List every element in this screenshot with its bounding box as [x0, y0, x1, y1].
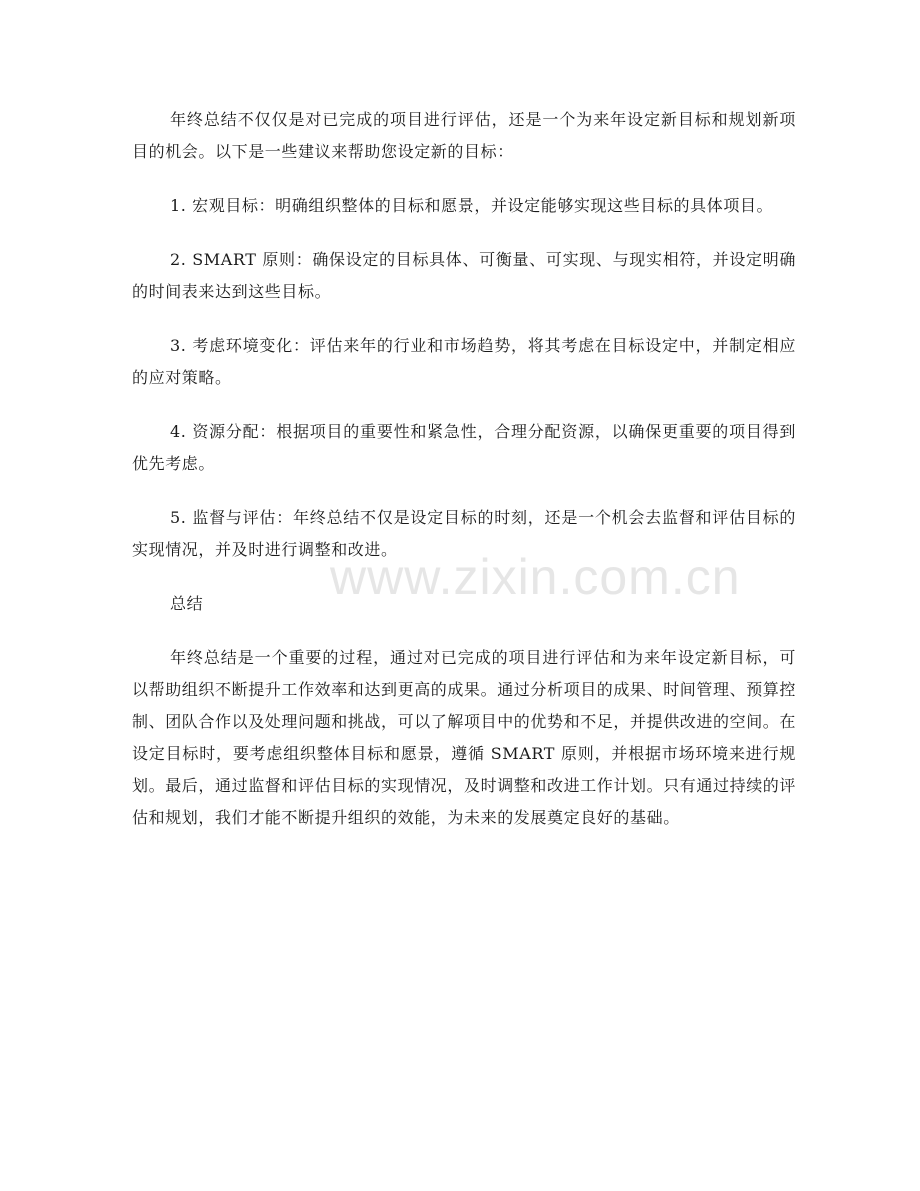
list-item-macro-goals: 1. 宏观目标：明确组织整体的目标和愿景，并设定能够实现这些目标的具体项目。 — [170, 196, 774, 215]
watermark: www.zixin.com.cn — [330, 549, 741, 605]
list-item-resources: 4. 资源分配：根据项目的重要性和紧急性，合理分配资源，以确保更重要的项目得到优先考虑。 — [132, 422, 796, 473]
list-item-smart: 2. SMART 原则：确保设定的目标具体、可衡量、可实现、与现实相符，并设定明确的时间表来达到这些目标。 — [132, 250, 796, 301]
summary-heading: 总结 — [170, 594, 204, 613]
intro-paragraph: 年终总结不仅仅是对已完成的项目进行评估，还是一个为来年设定新目标和规划新项目的机会。以下是一些建议来帮助您设定新的目标： — [132, 110, 796, 161]
list-item-environment: 3. 考虑环境变化：评估来年的行业和市场趋势，将其考虑在目标设定中，并制定相应的应对策略。 — [132, 336, 796, 387]
list-item-monitoring: 5. 监督与评估：年终总结不仅是设定目标的时刻，还是一个机会去监督和评估目标的实现情况，并及时进行调整和改进。 — [132, 508, 796, 559]
document-body — [132, 104, 796, 856]
summary-paragraph: 年终总结是一个重要的过程，通过对已完成的项目进行评估和为来年设定新目标，可以帮助组织不断提升工作效率和达到更高的成果。通过分析项目的成果、时间管理、预算控制、团队合作以及处理问题和挑战，可以了解项目中的优势和不足，并提供改进的空间。在设定目标时，要考虑组织整体目标和愿景，遵循 SMART 原则，并根据市场环境来进行规划。最后，通过监督和评估目标的实现情况，及时调整和改进工作计划。只有通过持续的评估和规划，我们才能不断提升组织的效能，为未来的发展奠定良好的基础。 — [132, 648, 797, 827]
